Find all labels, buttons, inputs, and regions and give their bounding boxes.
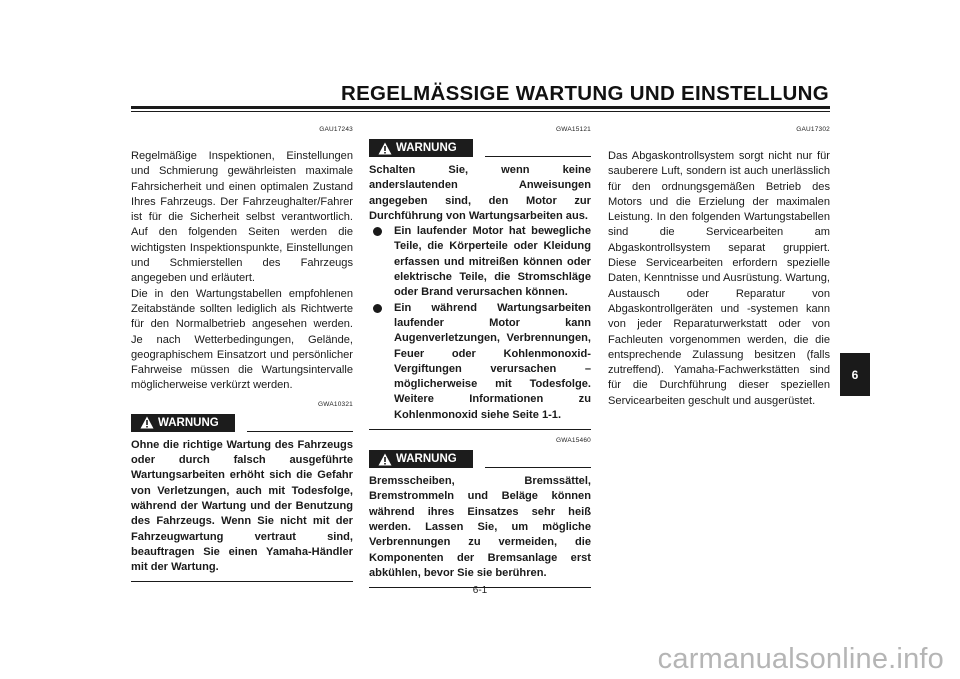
warning-end-rule: [131, 581, 353, 582]
warning-triangle-icon: [378, 453, 392, 466]
warning-header: [369, 139, 591, 159]
interval-paragraph: Die in den Wartungstabellen empfohlenen Zeitabstände sollten lediglich als Richtwerte für den Normalbetrieb angesehen werden. Je nach Wetterbedingungen, Gelände, geographischem Einsatzort und persönlicher Fahrweise müssen die Wartungsintervalle möglicherweise verkürzt werden.: [131, 287, 353, 392]
warning-text: Bremsscheiben, Bremssättel, Bremstrommeln und Beläge können während ihres Einsatzes sehr heiß werden. Lassen Sie, um mögliche Verbrennungen zu vermeiden, die Komponenten der Bremsanlage erst abkühlen, bevor Sie sie berühren.: [369, 475, 591, 579]
warning-label-box: [369, 139, 473, 157]
chapter-tab: 6: [840, 353, 870, 396]
section-code: GAU17243: [319, 126, 353, 133]
column-left: [131, 125, 353, 582]
column-middle: [369, 125, 591, 588]
warning-code: GWA10321: [318, 400, 353, 408]
warning-rule: [247, 431, 353, 432]
warning-label: WARNUNG: [396, 142, 457, 154]
warning-rule: [485, 156, 591, 157]
warning-header: [131, 414, 353, 434]
title-rule: [131, 106, 830, 109]
warning-header: [369, 450, 591, 470]
warning-triangle-icon: [140, 416, 154, 429]
intro-paragraph: Regelmäßige Inspektionen, Einstellungen und Schmierung gewährleisten maximale Fahrsicherheit und einen optimalen Zustand Ihres Fahrzeugs. Der Fahrzeughalter/Fahrer ist für die Sicherheit selbst verantwortlich. Auf den folgenden Seiten werden die wichtigsten Inspektionspunkte, Einstellungen und Schmierstellen des Fahrzeugs angegeben und erläutert.: [131, 150, 353, 285]
warning-label-box: [369, 450, 473, 468]
warning-label: WARNUNG: [158, 416, 219, 429]
warning-rule: [485, 467, 591, 468]
bullet-icon: [373, 304, 382, 313]
list-item: [369, 301, 591, 423]
warning-bullet-list: [369, 224, 591, 423]
warning-text: Schalten Sie, wenn keine anderslautenden Anweisungen angegeben sind, den Motor zur Durchführung von Wartungsarbeiten aus.: [369, 164, 591, 222]
list-item-text: Ein während Wartungsarbeiten laufender Motor kann Augenverletzungen, Verbrennungen, Feuer oder Kohlenmonoxid-Vergiftungen verursachen – möglicherweise mit Todesfolge. Weitere Informationen zu Kohlenmonoxid siehe Seite 1-1.: [394, 301, 591, 421]
warning-end-rule: [369, 429, 591, 430]
bullet-icon: [373, 227, 382, 236]
warning-triangle-icon: [378, 142, 392, 155]
warning-label-box: [131, 414, 235, 432]
warning-label: WARNUNG: [396, 453, 457, 466]
emission-paragraph: Das Abgaskontrollsystem sorgt nicht nur für sauberere Luft, sondern ist auch unerlässlich für den ordnungsgemäßen Betrieb des Motors und die Erzielung der maximalen Leistung. In den folgenden Wartungstabellen sind die Servicearbeiten am Abgaskontrollsystem separat gruppiert. Diese Servicearbeiten erfordern spezielle Daten, Kenntnisse und Ausrüstung. Wartung, Austausch oder Reparatur von Abgaskontrollgeräten und -systemen kann von jeder Reparaturwerkstatt oder von Fachleuten vorgenommen werden, die die entsprechende Zulassung besitzen (falls zutreffend). Yamaha-Fachwerkstätten sind für die Durchführung dieser speziellen Servicearbeiten geschult und ausgerüstet.: [608, 150, 830, 407]
list-item-text: Ein laufender Motor hat bewegliche Teile, die Körperteile oder Kleidung erfassen und mitreißen können oder elektrische Teile, die Stromschläge oder Brand verursachen können.: [394, 225, 591, 299]
warning-code: GWA15460: [556, 437, 591, 445]
list-item: [369, 224, 591, 300]
watermark: carmanualsonline.info: [657, 643, 944, 675]
warning-code: GWA15121: [556, 126, 591, 133]
section-code: GAU17302: [796, 126, 830, 133]
warning-text: Ohne die richtige Wartung des Fahrzeugs oder durch falsch ausgeführte Wartungsarbeiten erhöht sich die Gefahr von Verletzungen, auch mit Todesfolge, während der Wartung und der Benutzung des Fahrzeugs. Wenn Sie nicht mit der Fahrzeugwartung vertraut sind, beauftragen Sie einen Yamaha-Händler mit der Wartung.: [131, 438, 353, 574]
page-title: REGELMÄSSIGE WARTUNG UND EINSTELLUNG: [340, 82, 829, 105]
title-rule-thin: [131, 111, 830, 112]
column-right: [608, 125, 830, 409]
page-number: 6-1: [472, 585, 488, 596]
